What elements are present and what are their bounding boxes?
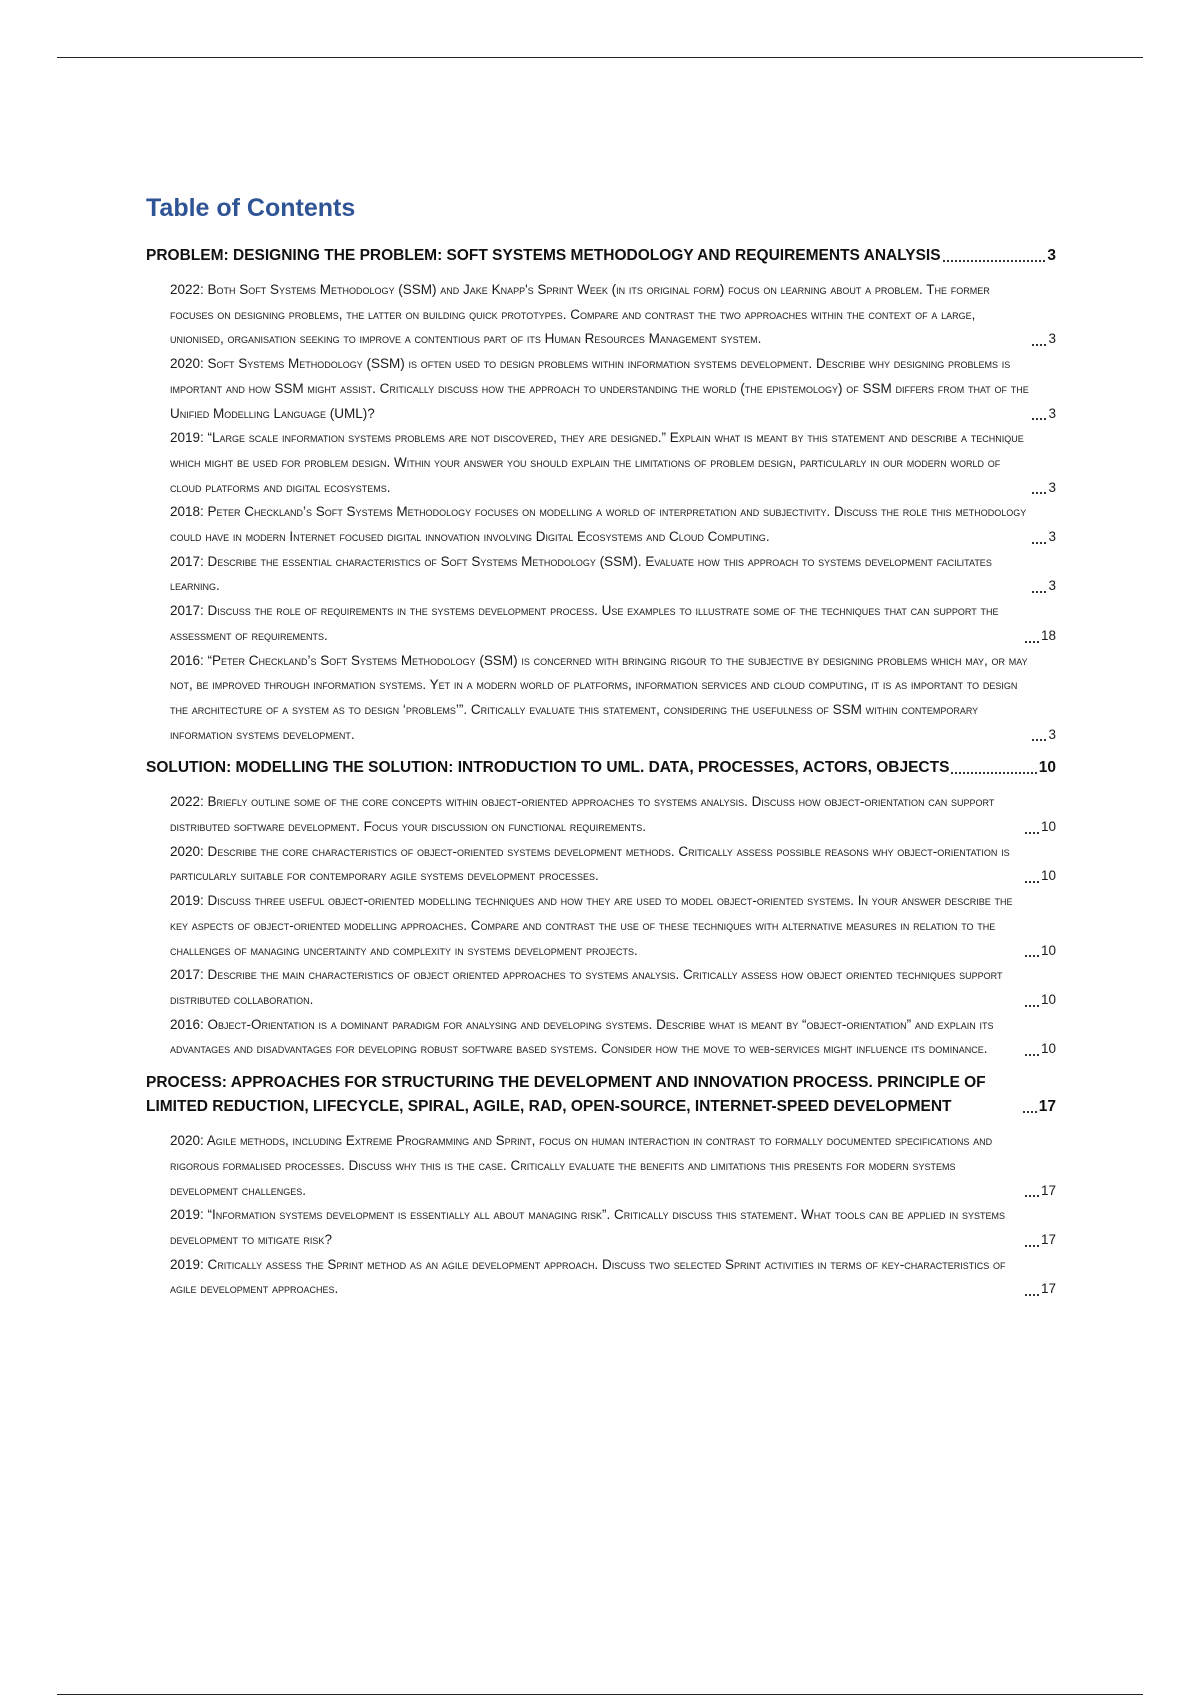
entry-page-number: 10 <box>1040 1041 1056 1057</box>
entry-text: 2020: Describe the core characteristics of object-oriented systems development methods. Critically assess possible reasons why object-orientation is particularly suitable for contemporary agile systems development processes. <box>170 843 1010 884</box>
entry-text: 2022: Both Soft Systems Methodology (SSM) and Jake Knapp's Sprint Week (in its original form) focus on learning about a problem. The former focuses on designing problems, the latter on building quick prototypes. Compare and contrast the two approaches within the context of a large, unionised, organisation seeking to improve a contentious part of its Human Resources Management system. <box>170 282 990 347</box>
entry-text: 2016: “Peter Checkland’s Soft Systems Methodology (SSM) is concerned with bringing rigour to the subjective by designing problems which may, or may not, be improved through information systems. Yet in a modern world of platforms, information services and cloud computing, it is as important to design the architecture of a system as to design ‘problems’”. Critically evaluate this statement, considering the usefulness of SSM within contemporary information systems development. <box>170 652 1028 742</box>
dot-leader <box>1032 738 1046 741</box>
entry-text: 2020: Agile methods, including Extreme Programming and Sprint, focus on human interaction in contrast to formally documented specifications and rigorous formalised processes. Discuss why this is the case. Critically evaluate the benefits and limitations this presents for modern systems development challenges. <box>170 1133 993 1198</box>
dot-leader <box>1025 1004 1039 1007</box>
section-page-number: 3 <box>1047 247 1056 264</box>
toc-entry[interactable] <box>170 1013 1056 1062</box>
entry-text: 2019: Discuss three useful object-oriented modelling techniques and how they are used to model object-oriented systems. In your answer describe the key aspects of object-oriented modelling approaches. Compare and contrast the use of these techniques with alternative measures in relation to the challenges of managing uncertainty and complexity in systems development projects. <box>170 893 1013 958</box>
dot-leader <box>1025 1053 1039 1056</box>
entry-text: 2020: Soft Systems Methodology (SSM) is often used to design problems within information systems development. Describe why designing problems is important and how SSM might assist. Critically discuss how the approach to understanding the world (the epistemology) of SSM differs from that of the Unified Modelling Language (UML)? <box>170 356 1029 421</box>
entry-text: 2018: Peter Checkland’s Soft Systems Methodology focuses on modelling a world of interpretation and subjectivity. Discuss the role this methodology could have in modern Internet focused digital innovation involving Digital Ecosystems and Cloud Computing. <box>170 504 1027 545</box>
toc-heading: Table of Contents <box>146 194 356 222</box>
dot-leader <box>1025 1293 1039 1296</box>
toc-section-solution[interactable] <box>146 756 1056 780</box>
entry-text: 2016: Object-Orientation is a dominant paradigm for analysing and developing systems. Describe what is meant by “object-orientation” and explain its advantages and disadvantages for developing robust software based systems. Consider how the move to web-services might influence its dominance. <box>170 1016 994 1057</box>
entry-page-number: 10 <box>1040 991 1056 1007</box>
toc-entry[interactable] <box>170 840 1056 889</box>
dot-leader <box>1025 1194 1039 1197</box>
entry-page-number: 3 <box>1048 726 1056 742</box>
entry-page-number: 3 <box>1048 578 1056 594</box>
entry-text: 2019: “Information systems development is essentially all about managing risk”. Critically discuss this statement. What tools can be applied in systems development to mitigate risk? <box>170 1207 1006 1247</box>
entry-page-number: 17 <box>1040 1281 1056 1297</box>
footer-rule <box>57 1694 1143 1695</box>
entry-page-number: 17 <box>1040 1182 1056 1198</box>
entry-page-number: 3 <box>1048 331 1056 347</box>
dot-leader <box>1025 831 1039 834</box>
entry-page-number: 3 <box>1048 479 1056 495</box>
dot-leader <box>1032 491 1046 494</box>
toc-entries-process <box>146 1129 1056 1302</box>
section-title: SOLUTION: MODELLING THE SOLUTION: INTRODUCTION TO UML. DATA, PROCESSES, ACTORS, OBJECTS <box>146 759 950 777</box>
dot-leader <box>1023 1110 1037 1113</box>
entry-page-number: 17 <box>1040 1231 1056 1247</box>
section-title: PROBLEM: DESIGNING THE PROBLEM: SOFT SYSTEMS METHODOLOGY AND REQUIREMENTS ANALYSIS <box>146 247 941 264</box>
dot-leader <box>1025 1244 1039 1247</box>
entry-page-number: 3 <box>1048 405 1056 421</box>
toc-entry[interactable] <box>170 352 1056 426</box>
dot-leader <box>1032 343 1046 346</box>
entry-text: 2019: Critically assess the Sprint method as an agile development approach. Discuss two selected Sprint activities in terms of key-characteristics of agile development approaches. <box>170 1256 1006 1297</box>
entry-text: 2017: Discuss the role of requirements in the systems development process. Use examples to illustrate some of the techniques that can support the assessment of requirements. <box>170 603 999 643</box>
dot-leader <box>943 259 1046 262</box>
entry-text: 2022: Briefly outline some of the core concepts within object-oriented approaches to systems analysis. Discuss how object-orientation can support distributed software development. Focus your discussion on functional requirements. <box>170 794 995 835</box>
dot-leader <box>951 771 1036 774</box>
toc-entry[interactable] <box>170 790 1056 839</box>
dot-leader <box>1032 417 1046 420</box>
section-page-number: 17 <box>1038 1098 1056 1116</box>
table-of-contents <box>146 244 1056 1302</box>
entry-text: 2017: Describe the main characteristics of object oriented approaches to systems analysis. Critically assess how object oriented techniques support distributed collaboration. <box>170 967 1003 1007</box>
toc-entries-problem <box>146 278 1056 747</box>
entry-page-number: 18 <box>1040 627 1056 643</box>
toc-entry[interactable] <box>170 599 1056 648</box>
entry-text: 2017: Describe the essential characteristics of Soft Systems Methodology (SSM). Evaluate how this approach to systems development facilitates learning. <box>170 553 992 594</box>
dot-leader <box>1032 590 1046 593</box>
toc-entry[interactable] <box>170 500 1056 549</box>
toc-entry[interactable] <box>170 889 1056 963</box>
dot-leader <box>1025 640 1039 643</box>
toc-section-process[interactable] <box>146 1071 1056 1119</box>
entry-page-number: 3 <box>1048 529 1056 545</box>
toc-entry[interactable] <box>170 1253 1056 1302</box>
entry-text: 2019: “Large scale information systems problems are not discovered, they are designed.” Explain what is meant by this statement and describe a technique which might be used for problem design. Within your answer you should explain the limitations of problem design, particularly in our modern world of cloud platforms and digital ecosystems. <box>170 430 1024 495</box>
toc-entry[interactable] <box>170 550 1056 599</box>
toc-section-problem[interactable] <box>146 244 1056 268</box>
section-title: PROCESS: APPROACHES FOR STRUCTURING THE DEVELOPMENT AND INNOVATION PROCESS. PRINCIPLE OF LIMITED REDUCTION, LIFECYCLE, SPIRAL, AGILE, RAD, OPEN-SOURCE, INTERNET-SPEED DEVELOPMENT <box>146 1074 986 1116</box>
header-rule <box>57 57 1143 58</box>
dot-leader <box>1032 541 1046 544</box>
toc-entry[interactable] <box>170 1203 1056 1252</box>
entry-page-number: 10 <box>1040 942 1056 958</box>
section-page-number: 10 <box>1038 759 1056 777</box>
toc-entry[interactable] <box>170 278 1056 352</box>
toc-entry[interactable] <box>170 963 1056 1012</box>
entry-page-number: 10 <box>1040 868 1056 884</box>
toc-entry[interactable] <box>170 1129 1056 1203</box>
toc-entry[interactable] <box>170 426 1056 500</box>
dot-leader <box>1025 954 1039 957</box>
dot-leader <box>1025 880 1039 883</box>
toc-entry[interactable] <box>170 649 1056 748</box>
toc-entries-solution <box>146 790 1056 1062</box>
entry-page-number: 10 <box>1040 819 1056 835</box>
